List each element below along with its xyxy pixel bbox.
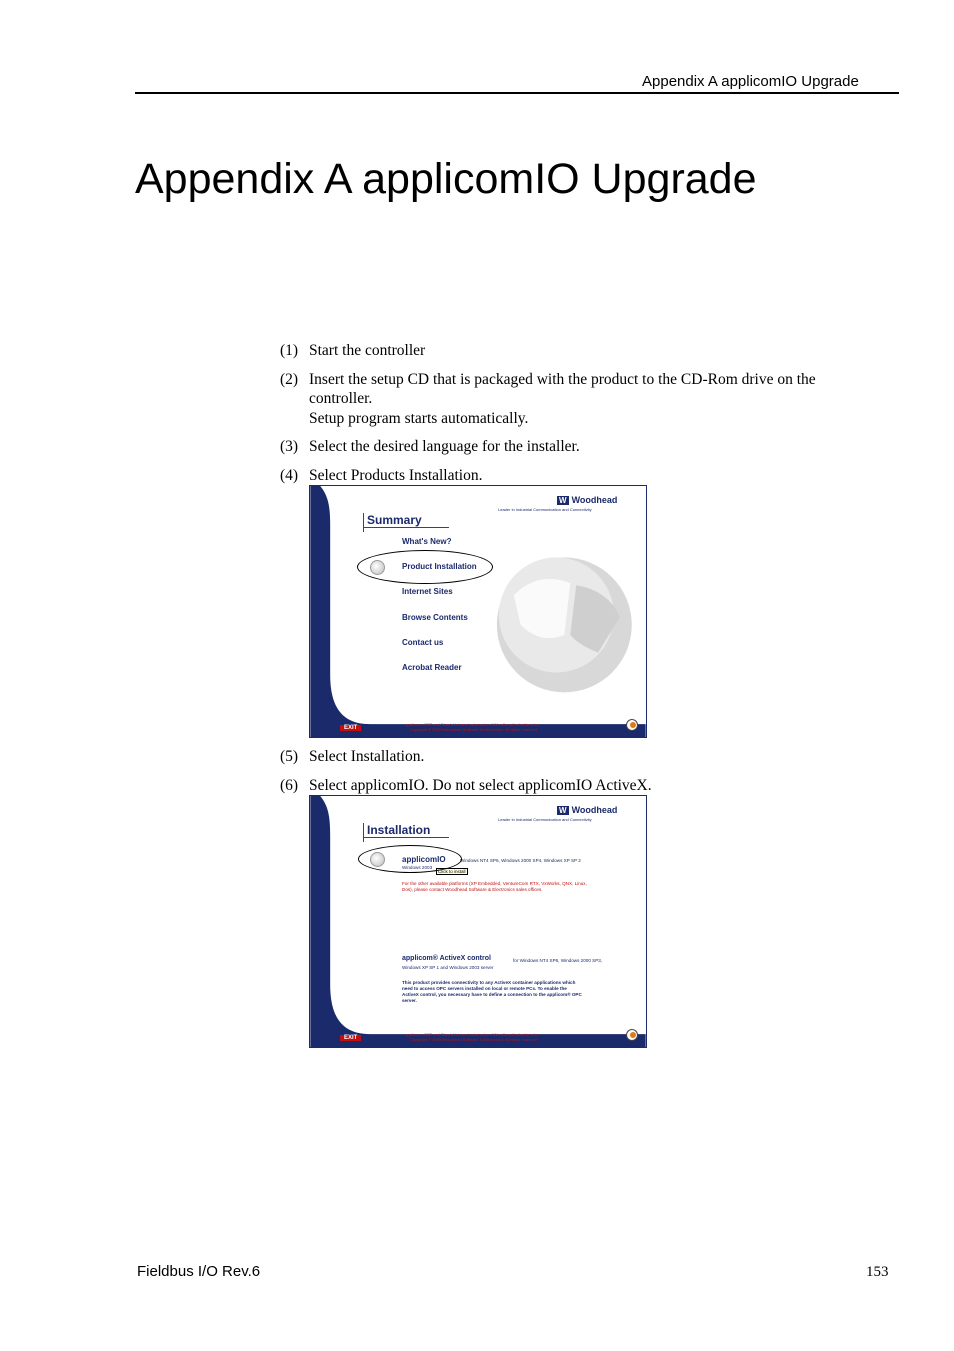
back-arrow-icon[interactable] (626, 1029, 638, 1041)
step-note: Setup program starts automatically. (309, 410, 529, 427)
product-platforms: Windows NT4 SP6, Windows 2000 SP4, Windows XP SP 2 (460, 858, 581, 863)
running-header: Appendix A applicomIO Upgrade (642, 73, 859, 90)
step-text: Select Products Installation. (309, 467, 483, 484)
footer-doc-title: Fieldbus I/O Rev.6 (137, 1263, 261, 1280)
copyright-line-2: Copyright © 2005 Woodhead Software & Electronics. All rights reserved (410, 727, 537, 732)
step-number: (4) (280, 467, 299, 484)
menu-whats-new[interactable]: What's New? (402, 537, 452, 546)
step-text: Start the controller (309, 342, 426, 359)
highlight-ellipse (358, 845, 462, 873)
menu-contact-us[interactable]: Contact us (402, 638, 444, 647)
summary-screenshot (309, 485, 647, 738)
tagline: Leader in Industrial Communication and Connectivity (498, 817, 592, 822)
highlight-ellipse (357, 550, 493, 584)
activex-desc-1: This product provides connectivity to any ActiveX container applications which (402, 980, 576, 985)
back-arrow-icon[interactable] (626, 719, 638, 731)
click-to-install-button[interactable]: Click to install (438, 869, 466, 874)
activex-desc-2: need to access OPC servers installed on local or remote PCs. To enable the (402, 986, 567, 991)
header-rule (135, 92, 899, 94)
product-applicomio[interactable]: applicomIO (402, 855, 446, 864)
exit-button[interactable]: EXIT (340, 1035, 361, 1041)
activex-platforms-2: Windows XP SP 1 and Windows 2003 server (402, 965, 494, 970)
activex-desc-3: ActiveX control, you necessary have to define a connection to the applicom® OPC (402, 992, 582, 997)
menu-acrobat-reader[interactable]: Acrobat Reader (402, 663, 462, 672)
woodhead-logo: W Woodhead (559, 805, 618, 815)
step-number: (6) (280, 777, 299, 794)
step-number: (1) (280, 342, 299, 359)
woodhead-logo: W Woodhead (559, 495, 618, 505)
menu-product-installation[interactable]: Product Installation (402, 562, 477, 571)
frame-decoration (310, 796, 646, 1047)
step-3 (280, 437, 880, 457)
step-text: Select applicomIO. Do not select applicomIO ActiveX. (309, 777, 652, 794)
other-platforms-line-1: For the other available platforms (XP Embedded, VentureCom RTX, VxWorks, QNX, Linux, (402, 881, 587, 886)
step-text: Select the desired language for the installer. (309, 438, 580, 455)
step-5 (280, 747, 880, 767)
title-underline (364, 837, 449, 838)
product-platforms-2: Windows 2003 (402, 865, 433, 870)
other-platforms-line-2: Dos), please contact Woodhead Software & Electronics sales offices. (402, 887, 543, 892)
step-6 (280, 776, 880, 796)
step-number: (3) (280, 438, 299, 455)
product-activex[interactable]: applicom® ActiveX control (402, 955, 491, 962)
page-title: Appendix A applicomIO Upgrade (135, 155, 757, 203)
panel-title: Summary (367, 513, 422, 527)
exit-button[interactable]: EXIT (340, 725, 361, 731)
panel-title: Installation (367, 823, 431, 837)
activex-platforms: for Windows NT4 SP6, Windows 2000 SP3, (513, 958, 603, 963)
step-1 (280, 341, 880, 361)
menu-browse-contents[interactable]: Browse Contents (402, 613, 468, 622)
step-text: Select Installation. (309, 748, 425, 765)
copyright-line-1: applicom , SST and Direct-Link are trademarks of Woodhead Industries, Inc (405, 722, 539, 727)
activex-desc-4: server. (402, 998, 417, 1003)
copyright-line-1: applicom , SST and Direct-Link are trademarks of Woodhead Industries, Inc (405, 1032, 539, 1037)
installation-screenshot (309, 795, 647, 1048)
frame-decoration (310, 486, 646, 737)
step-text: Insert the setup CD that is packaged with the product to the CD-Rom drive on the controller. (309, 371, 816, 407)
tagline: Leader in Industrial Communication and Connectivity (498, 507, 592, 512)
copyright-line-2: Copyright © 2005 Woodhead Software & Electronics. All rights reserved (410, 1037, 537, 1042)
step-number: (5) (280, 748, 299, 765)
step-4 (280, 466, 880, 486)
title-underline (364, 527, 449, 528)
title-accent (363, 823, 364, 842)
page-number: 153 (866, 1264, 889, 1280)
menu-internet-sites[interactable]: Internet Sites (402, 587, 453, 596)
title-accent (363, 513, 364, 532)
step-2 (280, 370, 880, 430)
step-number: (2) (280, 371, 299, 388)
